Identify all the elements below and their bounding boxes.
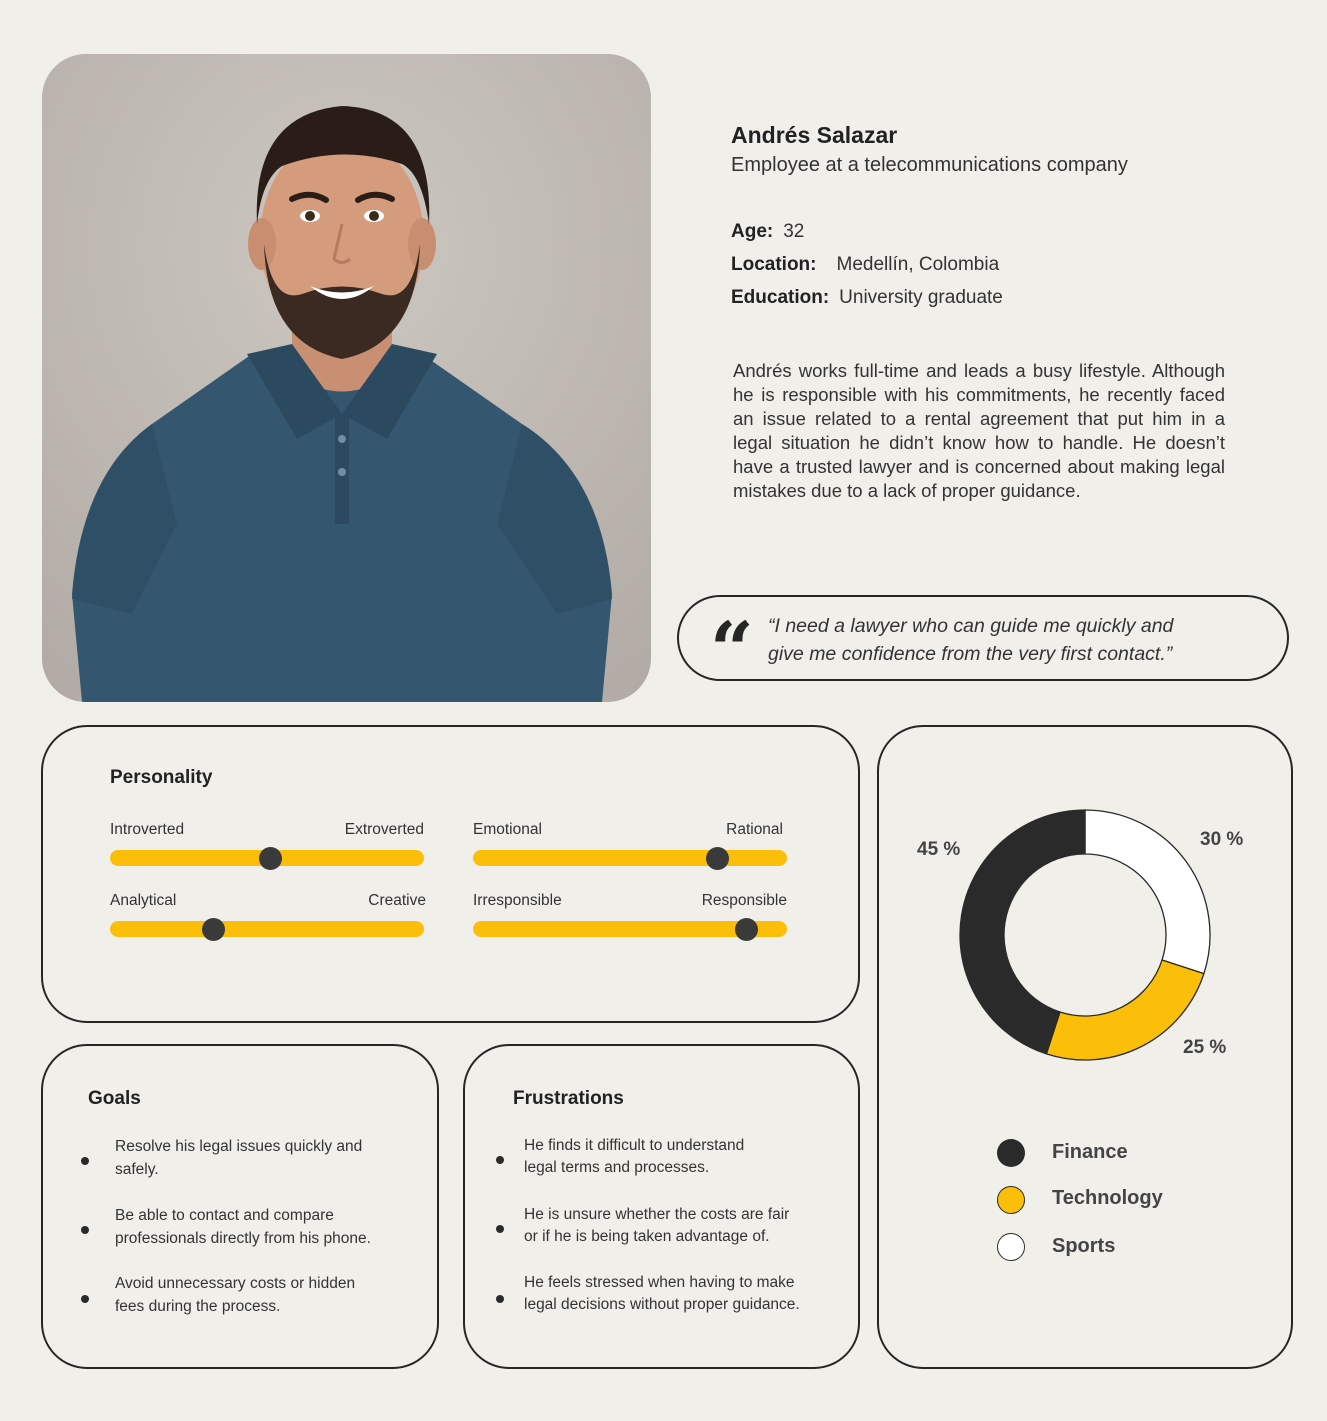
goal-item xyxy=(115,1135,425,1181)
quote-text xyxy=(768,612,1268,668)
quote-line: give me confidence from the very first contact.” xyxy=(768,643,1173,665)
slider-track[interactable] xyxy=(473,850,787,866)
slider-right-label: Creative xyxy=(368,892,426,909)
frustration-item xyxy=(524,1272,854,1316)
goal-line: Resolve his legal issues quickly and xyxy=(115,1138,363,1155)
goal-line: Be able to contact and compare xyxy=(115,1207,334,1224)
slider-track[interactable] xyxy=(110,921,424,937)
slider-knob[interactable] xyxy=(735,918,758,941)
goal-line: safely. xyxy=(115,1161,159,1178)
slice-label-sports: 30 % xyxy=(1200,829,1244,850)
slice-label-finance: 45 % xyxy=(917,839,961,860)
frustration-line: He is unsure whether the costs are fair xyxy=(524,1206,790,1223)
frustration-item xyxy=(524,1135,854,1179)
bullet-icon xyxy=(496,1225,504,1233)
age-label: Age: xyxy=(731,221,774,242)
legend-dot-technology xyxy=(997,1186,1025,1214)
personality-title: Personality xyxy=(110,767,213,788)
bullet-icon xyxy=(496,1156,504,1164)
slider-left-label: Irresponsible xyxy=(473,892,562,909)
goals-title: Goals xyxy=(88,1088,141,1109)
slider-right-label: Rational xyxy=(726,821,783,838)
legend-dot-sports xyxy=(997,1233,1025,1261)
education-value: University graduate xyxy=(839,287,1003,308)
frustration-line: legal decisions without proper guidance. xyxy=(524,1296,800,1313)
slider-knob[interactable] xyxy=(259,847,282,870)
legend-label-sports: Sports xyxy=(1052,1235,1116,1257)
frustration-item xyxy=(524,1204,854,1248)
location-label: Location: xyxy=(731,254,817,275)
bullet-icon xyxy=(496,1295,504,1303)
slider-right-label: Extroverted xyxy=(344,821,424,838)
goal-item xyxy=(115,1272,425,1318)
frustrations-title: Frustrations xyxy=(513,1088,624,1109)
profile-photo xyxy=(42,54,651,702)
slider-left-label: Introverted xyxy=(110,821,185,838)
slice-label-technology: 25 % xyxy=(1183,1037,1227,1058)
education-label: Education: xyxy=(731,287,830,308)
quote-line: “I need a lawyer who can guide me quickly and xyxy=(768,615,1174,637)
goal-line: professionals directly from his phone. xyxy=(115,1230,371,1247)
goal-line: Avoid unnecessary costs or hidden xyxy=(115,1275,356,1292)
age-value: 32 xyxy=(783,221,805,242)
slider-knob[interactable] xyxy=(202,918,225,941)
location-value: Medellín, Colombia xyxy=(836,254,1000,275)
persona-bio: Andrés works full-time and leads a busy lifestyle. Although he is responsible with his commitments, he recently faced an issue related to a rental agreement that put him in a legal situation he didn’t know how to handle. He doesn’t have a trusted lawyer and is concerned about making legal mistakes due to a lack of proper guidance. xyxy=(733,360,1225,501)
education-row xyxy=(731,287,1003,309)
frustration-line: legal terms and processes. xyxy=(524,1159,710,1176)
frustration-line: or if he is being taken advantage of. xyxy=(524,1228,770,1245)
frustration-line: He finds it difficult to understand xyxy=(524,1137,745,1154)
persona-role: Employee at a telecommunications company xyxy=(731,154,1128,176)
legend-label-technology: Technology xyxy=(1052,1187,1163,1209)
bullet-icon xyxy=(81,1226,89,1234)
donut-slice-technology xyxy=(1046,960,1204,1060)
persona-name: Andrés Salazar xyxy=(731,122,898,148)
bullet-icon xyxy=(81,1295,89,1303)
legend-label-finance: Finance xyxy=(1052,1141,1128,1163)
interests-donut-chart xyxy=(950,800,1220,1070)
slider-right-label: Responsible xyxy=(701,892,787,909)
location-row xyxy=(731,254,999,276)
goal-item xyxy=(115,1204,425,1250)
slider-left-label: Emotional xyxy=(473,821,542,838)
bullet-icon xyxy=(81,1157,89,1165)
legend-dot-finance xyxy=(997,1139,1025,1167)
slider-left-label: Analytical xyxy=(110,892,177,909)
goal-line: fees during the process. xyxy=(115,1298,281,1315)
age-row xyxy=(731,221,804,243)
donut-slice-sports xyxy=(1085,810,1210,974)
frustration-line: He feels stressed when having to make xyxy=(524,1274,795,1291)
quote-icon: “ xyxy=(710,605,754,694)
